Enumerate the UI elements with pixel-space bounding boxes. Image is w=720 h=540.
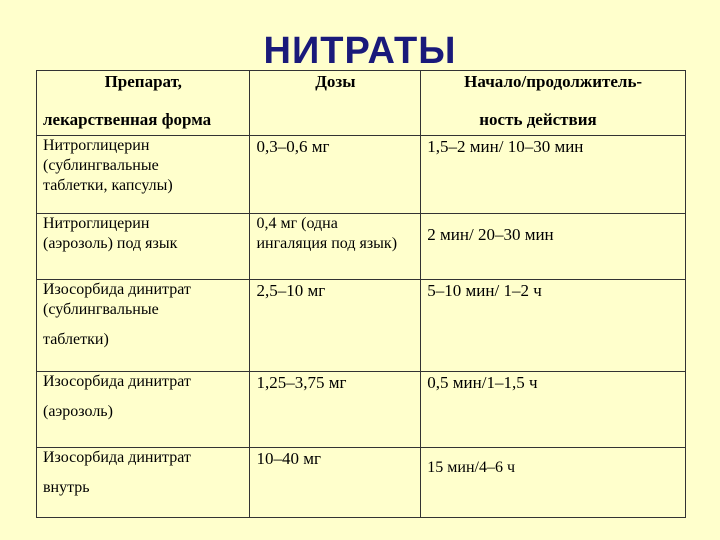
table-row: [37, 214, 686, 279]
drug-cell: [37, 279, 250, 372]
header-drug: [37, 71, 250, 136]
onset-value: 5–10 мин/ 1–2 ч: [427, 280, 542, 300]
drug-line: Изосорбида динитрат: [43, 280, 191, 298]
drug-line: таблетки): [43, 330, 109, 348]
onset-value: 0,5 мин/1–1,5 ч: [427, 373, 538, 393]
onset-cell: [421, 448, 686, 518]
drug-cell: [37, 372, 250, 448]
drug-cell: [37, 214, 250, 279]
dose-cell: [250, 448, 421, 518]
header-onset-line2: ность действия: [479, 110, 597, 129]
onset-cell: [421, 214, 686, 279]
drug-line: таблетки, капсулы): [43, 177, 173, 195]
dose-line: 10–40 мг: [256, 449, 321, 469]
dose-cell: [250, 372, 421, 448]
onset-value: 1,5–2 мин/ 10–30 мин: [427, 137, 584, 157]
table-row: [37, 372, 686, 448]
drug-line: (сублингвальные: [43, 157, 159, 175]
drug-line: (аэрозоль) под язык: [43, 235, 178, 253]
table-header-row: [37, 71, 686, 136]
onset-value: 2 мин/ 20–30 мин: [427, 225, 554, 245]
dose-line: ингаляция под язык): [256, 235, 398, 253]
table-row: [37, 279, 686, 372]
drug-cell: [37, 448, 250, 518]
header-drug-line1: Препарат,: [104, 72, 182, 91]
dose-line: 0,3–0,6 мг: [256, 137, 330, 157]
dose-cell: [250, 214, 421, 279]
header-onset: [421, 71, 686, 136]
drug-line: (аэрозоль): [43, 403, 113, 421]
table-row: [37, 448, 686, 518]
header-dose-label: Дозы: [315, 72, 356, 91]
onset-cell: [421, 372, 686, 448]
header-onset-line1: Начало/продолжитель-: [464, 72, 643, 91]
dose-cell: [250, 279, 421, 372]
table-row: [37, 136, 686, 214]
dose-cell: [250, 136, 421, 214]
header-dose: [250, 71, 421, 136]
nitrates-table: [36, 70, 686, 518]
drug-line: внутрь: [43, 479, 90, 497]
drug-line: (сублингвальные: [43, 300, 159, 318]
dose-line: 1,25–3,75 мг: [256, 373, 347, 393]
header-drug-line2: лекарственная форма: [43, 110, 212, 129]
drug-line: Изосорбида динитрат: [43, 373, 191, 391]
onset-value: 15 мин/4–6 ч: [427, 459, 516, 477]
dose-line: 0,4 мг (одна: [256, 215, 338, 233]
drug-line: Изосорбида динитрат: [43, 449, 191, 467]
drug-line: Нитроглицерин: [43, 215, 150, 233]
drug-line: Нитроглицерин: [43, 137, 150, 155]
dose-line: 2,5–10 мг: [256, 280, 326, 300]
drug-cell: [37, 136, 250, 214]
onset-cell: [421, 136, 686, 214]
onset-cell: [421, 279, 686, 372]
page-title: НИТРАТЫ: [263, 30, 457, 72]
